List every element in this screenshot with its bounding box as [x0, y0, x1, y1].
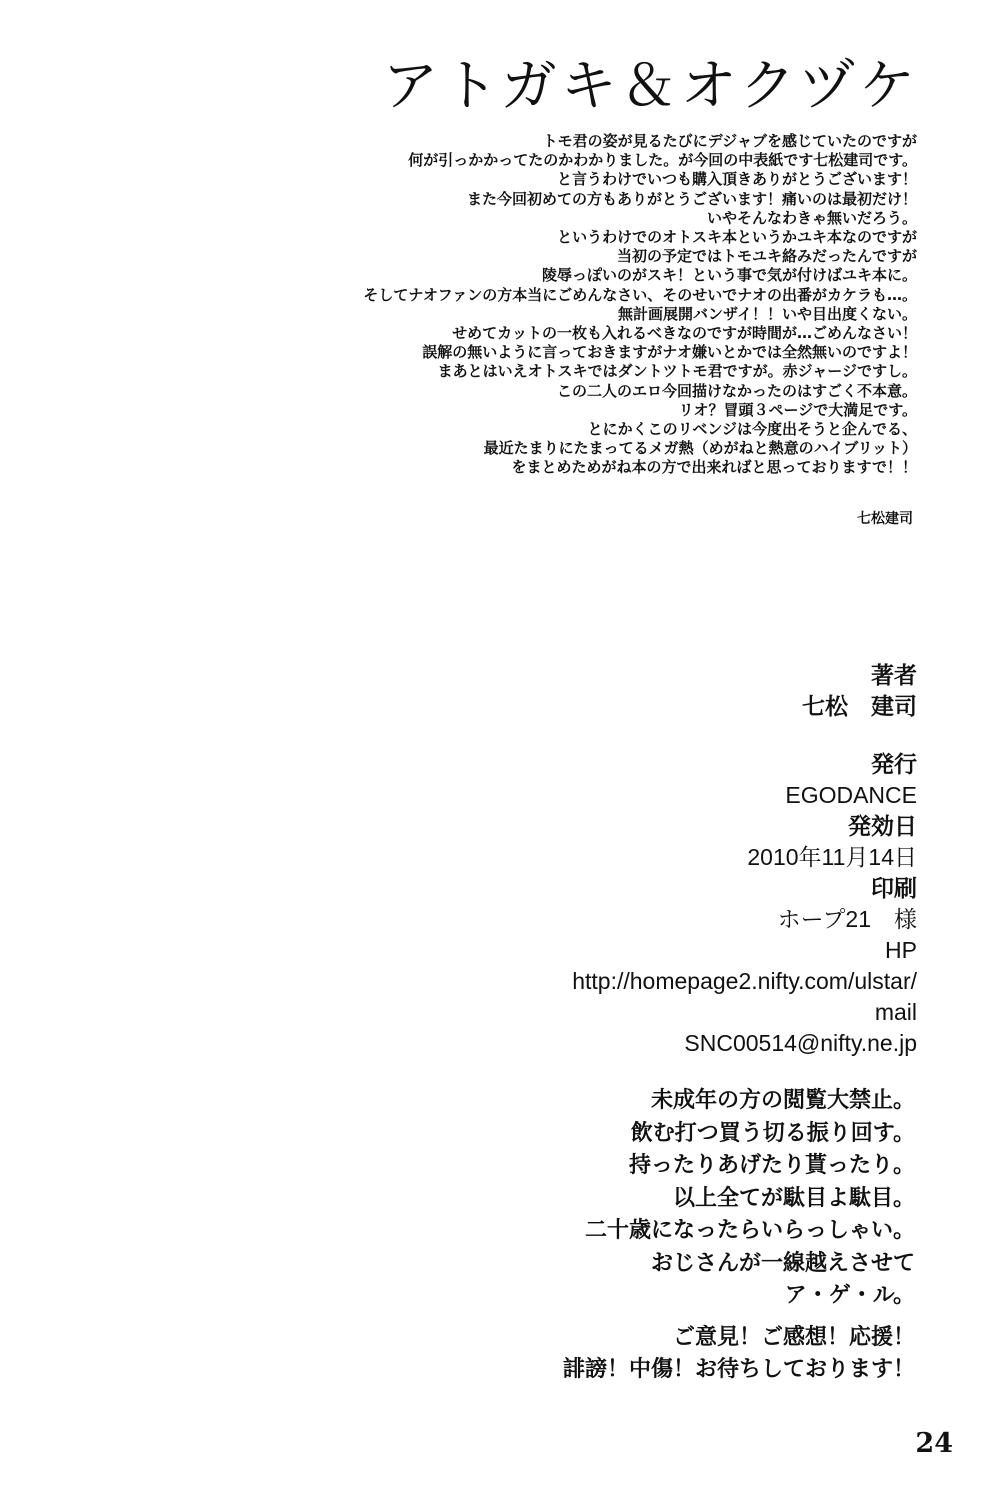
- afterword-line: いやそんなわきゃ無いだろう。: [706, 208, 917, 227]
- mail-label: mail: [874, 999, 917, 1025]
- afterword-line: と言うわけでいつも購入頂きありがとうございます！: [556, 170, 917, 189]
- feedback-line: ご意見！ご感想！応援！: [672, 1325, 915, 1350]
- warning-line: 二十歳になったらいらっしゃい。: [584, 1218, 915, 1243]
- afterword-line: 当初の予定ではトモユキ絡みだったんですが: [616, 247, 917, 266]
- publish-date: 2010年11月14日: [747, 844, 917, 870]
- email-link[interactable]: SNC00514@nifty.ne.jp: [684, 1030, 917, 1056]
- afterword-line: リオ？冒頭３ページで大満足です。: [678, 400, 917, 419]
- afterword-line: をまとめためがね本の方で出来ればと思っておりますで！！: [511, 458, 917, 477]
- age-warning: [585, 1085, 915, 1313]
- publisher-label: 発行: [871, 751, 917, 777]
- afterword-line: 無計画展開バンザイ！！いや目出度くない。: [618, 304, 917, 323]
- afterword-line: とにかくこのリベンジは今度出そうと企んでる、: [587, 420, 917, 439]
- hp-label: HP: [885, 937, 917, 963]
- printer-name: ホープ21 様: [777, 906, 917, 932]
- printer-label: 印刷: [871, 875, 917, 901]
- afterword-text: [363, 132, 917, 478]
- afterword-line: そしてナオファンの方本当にごめんなさい、そのせいでナオの出番がカケラも…。: [363, 285, 917, 304]
- warning-line: 以上全てが駄目よ駄目。: [672, 1185, 915, 1211]
- page-number: 24: [915, 1428, 953, 1459]
- feedback-request: [563, 1322, 915, 1386]
- publisher-name: EGODANCE: [785, 782, 917, 808]
- afterword-line: トモ君の姿が見るたびにデジャブを感じていたのですが: [542, 132, 917, 150]
- afterword-line: また今回初めての方もありがとうございます！痛いのは最初だけ！: [466, 189, 917, 208]
- afterword-line: 陵辱っぽいのがスキ！という事で気が付けばユキ本に。: [541, 266, 917, 285]
- homepage-link[interactable]: http://homepage2.nifty.com/ulstar/: [572, 968, 917, 994]
- date-label: 発効日: [848, 813, 917, 839]
- warning-line: ア・ゲ・ル。: [784, 1283, 915, 1308]
- author-name: 七松 建司: [802, 693, 917, 719]
- afterword-line: というわけでのオトスキ本というかユキ本なのですが: [557, 228, 917, 247]
- author-label: 著者: [871, 662, 917, 688]
- colophon: [572, 660, 917, 1059]
- afterword-line: まあとはいえオトスキではダントツトモ君ですが。赤ジャージですし。: [437, 362, 917, 381]
- afterword-line: 何が引っかかってたのかわかりました。が今回の中表紙です七松建司です。: [408, 151, 917, 170]
- warning-line: おじさんが一線越えさせて: [650, 1250, 915, 1276]
- page-title: アトガキ＆オクヅケ: [382, 54, 919, 119]
- warning-line: 飲む打つ買う切る振り回す。: [630, 1120, 915, 1146]
- author-signature: 七松建司: [857, 511, 913, 527]
- afterword-line: 誤解の無いように言っておきますがナオ嫌いとかでは全然無いのですよ！: [422, 343, 917, 362]
- feedback-line: 誹謗！中傷！お待ちしております！: [562, 1357, 915, 1382]
- afterword-line: せめてカットの一枚も入れるべきなのですが時間が…ごめんなさい！: [452, 324, 917, 343]
- afterword-line: この二人のエロ今回描けなかったのはすごく不本意。: [556, 381, 917, 400]
- warning-line: 持ったりあげたり貰ったり。: [628, 1153, 915, 1178]
- colophon-spacer: [572, 722, 917, 749]
- warning-line: 未成年の方の閲覧大禁止。: [650, 1088, 915, 1113]
- afterword-line: 最近たまりにたまってるメガ熱（めがねと熱意のハイブリット）: [483, 439, 917, 458]
